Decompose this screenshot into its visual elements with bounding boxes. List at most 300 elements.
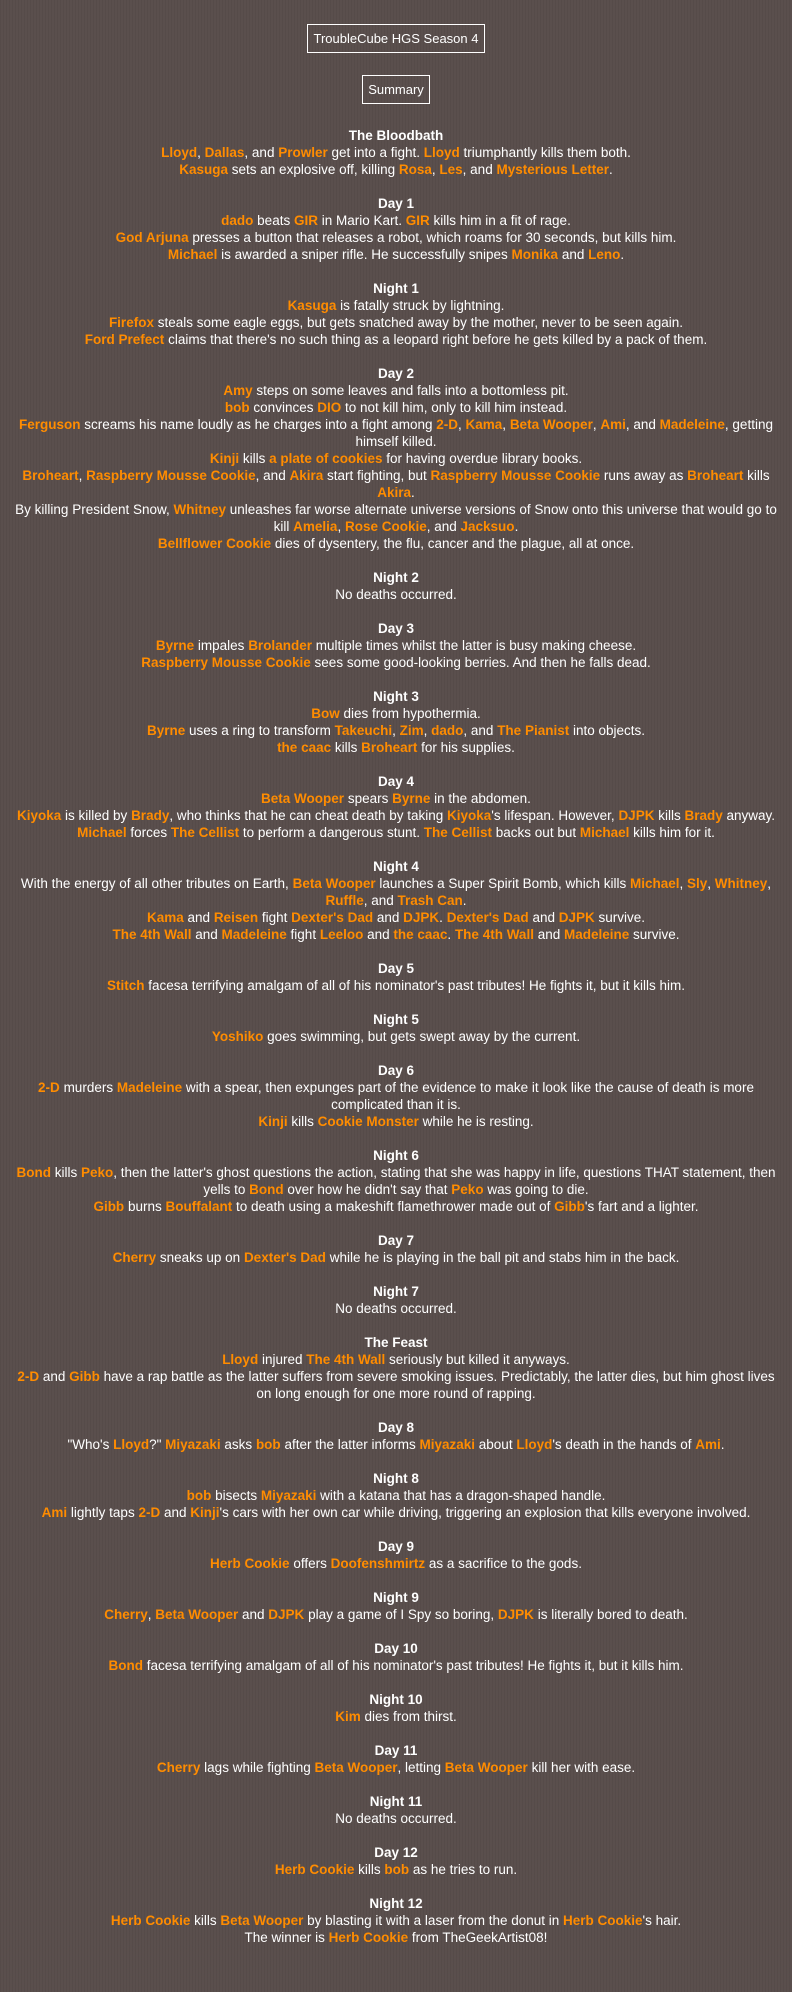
event-text: by blasting it with a laser from the donut in <box>303 1913 564 1928</box>
event-line <box>8 1198 784 1215</box>
tribute-name: Kinji <box>190 1505 220 1520</box>
event-text: lightly taps <box>67 1505 139 1520</box>
event-text: and <box>183 910 214 925</box>
event-text: spears <box>344 791 393 806</box>
tribute-name: The Cellist <box>170 825 240 840</box>
tribute-name: Broheart <box>687 468 744 483</box>
event-text: , <box>707 876 715 891</box>
event-text: By killing President Snow, <box>15 502 174 517</box>
event-text: multiple times whilst the latter is busy making cheese. <box>311 638 637 653</box>
tribute-name: Mysterious Letter <box>496 162 609 177</box>
event-text: is awarded a sniper rifle. He successfully snipes <box>217 247 512 262</box>
tribute-name: Madeleine <box>563 927 630 942</box>
event-line <box>8 909 784 926</box>
event-line <box>8 1164 784 1198</box>
tribute-name: Cookie Monster <box>317 1114 419 1129</box>
event-text: while he is resting. <box>418 1114 534 1129</box>
tribute-name: bob <box>186 1488 212 1503</box>
round-title: Day 12 <box>374 1845 418 1860</box>
event-text: , <box>679 876 688 891</box>
tribute-name: dado <box>221 213 254 228</box>
event-text: is killed by <box>61 808 132 823</box>
round-title: Day 10 <box>374 1641 418 1656</box>
event-line <box>8 1708 784 1725</box>
event-text: and <box>238 1607 269 1622</box>
tribute-name: Beta Wooper <box>155 1607 239 1622</box>
tribute-name: Herb Cookie <box>328 1930 409 1945</box>
event-line <box>8 1351 784 1368</box>
round-title: Night 5 <box>373 1012 419 1027</box>
round-title: Day 6 <box>377 1063 415 1078</box>
event-line <box>8 739 784 756</box>
round-title: Night 7 <box>373 1284 419 1299</box>
event-text: kills <box>190 1913 221 1928</box>
round-title: Day 7 <box>377 1233 415 1248</box>
tribute-name: Gibb <box>93 1199 125 1214</box>
event-text: , <box>337 519 345 534</box>
event-text: No deaths occurred. <box>335 1301 457 1316</box>
event-text: , and <box>363 893 398 908</box>
tribute-name: Monika <box>511 247 559 262</box>
round-section <box>0 1538 792 1572</box>
tribute-name: Dexter's Dad <box>243 1250 326 1265</box>
tribute-name: Kiyoka <box>17 808 62 823</box>
tribute-name: 2-D <box>17 1369 40 1384</box>
event-text: impales <box>194 638 249 653</box>
event-text: and <box>558 247 589 262</box>
event-text: steps on some leaves and falls into a bottomless pit. <box>252 383 569 398</box>
event-text: 's fart and a lighter. <box>584 1199 699 1214</box>
tribute-name: Beta Wooper <box>220 1913 304 1928</box>
round-title: Night 12 <box>369 1896 423 1911</box>
event-text: goes swimming, but gets swept away by the current. <box>263 1029 581 1044</box>
tribute-name: Miyazaki <box>165 1437 221 1452</box>
tribute-name: Bellflower Cookie <box>157 536 272 551</box>
event-text: kills <box>51 1165 81 1180</box>
round-title: Day 3 <box>377 621 415 636</box>
tribute-name: a plate of cookies <box>269 451 383 466</box>
event-text: screams his name loudly as he charges into a fight among <box>80 417 437 432</box>
tribute-name: The 4th Wall <box>306 1352 386 1367</box>
event-text: . <box>514 519 519 534</box>
round-section <box>0 1470 792 1521</box>
event-text: presses a button that releases a robot, which roams for 30 seconds, but kills him. <box>188 230 677 245</box>
event-text: to death using a makeshift flamethrower made out of <box>232 1199 555 1214</box>
event-text: was going to die. <box>483 1182 589 1197</box>
tribute-name: Ami <box>41 1505 68 1520</box>
tribute-name: Takeuchi <box>334 723 393 738</box>
event-text: fight <box>286 927 320 942</box>
tribute-name: Cherry <box>112 1250 157 1265</box>
event-line <box>8 1657 784 1674</box>
event-text: , <box>767 876 772 891</box>
event-text: murders <box>59 1080 117 1095</box>
event-text: for his supplies. <box>417 740 515 755</box>
event-text: get into a fight. <box>327 145 424 160</box>
tribute-name: Beta Wooper <box>314 1760 398 1775</box>
tribute-name: Ford Prefect <box>84 332 165 347</box>
event-text: . <box>439 910 447 925</box>
tribute-name: Herb Cookie <box>110 1913 191 1928</box>
event-text: after the latter informs <box>280 1437 420 1452</box>
tribute-name: GIR <box>293 213 318 228</box>
event-text: start fighting, but <box>323 468 431 483</box>
event-line <box>8 212 784 229</box>
event-text: forces <box>126 825 171 840</box>
tribute-name: Gibb <box>69 1369 100 1384</box>
event-text: , getting himself killed. <box>355 417 773 449</box>
tribute-name: Michael <box>77 825 127 840</box>
event-text: With the energy of all other tributes on Earth, <box>20 876 293 891</box>
tribute-name: DJPK <box>403 910 440 925</box>
tribute-name: 2-D <box>138 1505 161 1520</box>
event-text: unleashes far worse alternate universe versions of Snow onto this universe that would go to kill <box>226 502 777 534</box>
tribute-name: Prowler <box>278 145 328 160</box>
event-line <box>8 1606 784 1623</box>
event-line <box>8 399 784 416</box>
tribute-name: dado <box>431 723 464 738</box>
tribute-name: Dallas <box>204 145 245 160</box>
event-text: kills <box>239 451 270 466</box>
event-text: dies of dysentery, the flu, cancer and the plague, all at once. <box>271 536 635 551</box>
tribute-name: Lloyd <box>113 1437 150 1452</box>
event-text: kills <box>331 740 362 755</box>
event-text: steals some eagle eggs, but gets snatched away by the mother, never to be seen again. <box>153 315 684 330</box>
tribute-name: Lloyd <box>423 145 460 160</box>
tribute-name: Leeloo <box>319 927 364 942</box>
tribute-name: Amy <box>223 383 253 398</box>
round-title: Day 4 <box>377 774 415 789</box>
event-line <box>8 416 784 450</box>
tribute-name: Cherry <box>156 1760 201 1775</box>
event-text: bisects <box>211 1488 261 1503</box>
event-line <box>8 1810 784 1827</box>
event-text: as he tries to run. <box>409 1862 518 1877</box>
tribute-name: Les <box>439 162 463 177</box>
round-section <box>0 1283 792 1317</box>
event-line <box>8 314 784 331</box>
tribute-name: Firefox <box>108 315 154 330</box>
tribute-name: Ferguson <box>19 417 81 432</box>
tribute-name: Akira <box>289 468 324 483</box>
event-text: for having overdue library books. <box>382 451 583 466</box>
event-text: as a sacrifice to the gods. <box>425 1556 582 1571</box>
event-text: play a game of I Spy so boring, <box>304 1607 498 1622</box>
round-section <box>0 858 792 943</box>
event-text: . <box>462 893 467 908</box>
event-text: claims that there's no such thing as a leopard right before he gets killed by a pack of them. <box>164 332 708 347</box>
event-text: uses a ring to transform <box>185 723 335 738</box>
event-line <box>8 1912 784 1929</box>
event-line <box>8 1861 784 1878</box>
round-title: Night 8 <box>373 1471 419 1486</box>
tribute-name: Kasuga <box>287 298 337 313</box>
event-text: convinces <box>249 400 318 415</box>
round-title: Night 9 <box>373 1590 419 1605</box>
round-section <box>0 1742 792 1776</box>
event-text: , <box>147 1607 156 1622</box>
event-text: and <box>191 927 222 942</box>
tribute-name: 2-D <box>436 417 458 432</box>
tribute-name: Miyazaki <box>260 1488 317 1503</box>
event-text: from TheGeekArtist08! <box>408 1930 548 1945</box>
round-title: Night 2 <box>373 570 419 585</box>
round-section <box>0 1895 792 1946</box>
event-line <box>8 467 784 501</box>
tribute-name: Herb Cookie <box>563 1913 643 1928</box>
event-text: survive. <box>629 927 680 942</box>
event-text: survive. <box>594 910 645 925</box>
round-section <box>0 1147 792 1215</box>
tribute-name: The Pianist <box>497 723 570 738</box>
event-line <box>8 790 784 807</box>
tribute-name: The 4th Wall <box>112 927 192 942</box>
event-text: and <box>533 927 564 942</box>
tribute-name: Byrne <box>392 791 431 806</box>
tribute-name: Trash Can <box>397 893 463 908</box>
event-text: triumphantly kills them both. <box>459 145 631 160</box>
event-text: kills <box>654 808 685 823</box>
tribute-name: Kinji <box>209 451 240 466</box>
round-section <box>0 1844 792 1878</box>
tribute-name: Stitch <box>106 978 145 993</box>
tribute-name: Ami <box>695 1437 721 1452</box>
tribute-name: Kama <box>465 417 503 432</box>
tribute-name: DJPK <box>618 808 655 823</box>
tribute-name: Akira <box>377 485 411 500</box>
tribute-name: Brolander <box>248 638 312 653</box>
tribute-name: Doofenshmirtz <box>330 1556 426 1571</box>
event-text: , <box>423 723 432 738</box>
round-title: Night 6 <box>373 1148 419 1163</box>
tribute-name: the caac <box>393 927 448 942</box>
tribute-name: Zim <box>399 723 424 738</box>
event-text: facesa terrifying amalgam of all of his nominator's past tributes! He fights it, but it kills him. <box>144 978 686 993</box>
event-text: , and <box>255 468 290 483</box>
tribute-name: the caac <box>277 740 332 755</box>
event-line <box>8 654 784 671</box>
event-text: over how he didn't say that <box>283 1182 452 1197</box>
tribute-name: Michael <box>167 247 218 262</box>
tribute-name: Ami <box>600 417 626 432</box>
event-text: sets an explosive off, killing <box>228 162 399 177</box>
event-text: 's death in the hands of <box>552 1437 696 1452</box>
tribute-name: DJPK <box>558 910 595 925</box>
event-text: . <box>447 927 455 942</box>
event-line <box>8 1028 784 1045</box>
round-title: Day 1 <box>377 196 415 211</box>
tribute-name: Kinji <box>258 1114 288 1129</box>
event-text: . <box>411 485 415 500</box>
round-title: Night 11 <box>369 1794 423 1809</box>
round-section <box>0 569 792 603</box>
tribute-name: God Arjuna <box>115 230 189 245</box>
event-text: and <box>528 910 559 925</box>
event-text: and <box>39 1369 70 1384</box>
tribute-name: Brady <box>684 808 723 823</box>
event-text: , and <box>463 723 498 738</box>
tribute-name: Rosa <box>398 162 432 177</box>
event-line <box>8 535 784 552</box>
round-section <box>0 1011 792 1045</box>
tribute-name: The Cellist <box>423 825 493 840</box>
event-text: , and <box>426 519 461 534</box>
tribute-name: Cherry <box>104 1607 148 1622</box>
event-text: , <box>78 468 87 483</box>
event-text: in Mario Kart. <box>317 213 406 228</box>
event-text: 's lifespan. However, <box>491 808 619 823</box>
tribute-name: Kama <box>147 910 184 925</box>
event-text: injured <box>258 1352 307 1367</box>
tribute-name: Amelia <box>293 519 338 534</box>
event-line <box>8 1113 784 1130</box>
event-line <box>8 382 784 399</box>
event-text: in the abdomen. <box>430 791 531 806</box>
round-section <box>0 1793 792 1827</box>
tribute-name: GIR <box>405 213 430 228</box>
tribute-name: Beta Wooper <box>444 1760 528 1775</box>
round-title: Night 1 <box>373 281 419 296</box>
event-text: No deaths occurred. <box>335 1811 457 1826</box>
tribute-name: Jacksuo <box>460 519 515 534</box>
event-line <box>8 722 784 739</box>
event-text: is fatally struck by lightning. <box>336 298 505 313</box>
tribute-name: Miyazaki <box>419 1437 476 1452</box>
event-text: is literally bored to death. <box>533 1607 688 1622</box>
tribute-name: Raspberry Mousse Cookie <box>430 468 601 483</box>
event-text: to perform a dangerous stunt. <box>239 825 424 840</box>
tribute-name: Brady <box>131 808 170 823</box>
event-text: , <box>197 145 205 160</box>
tribute-name: Madeleine <box>116 1080 183 1095</box>
tribute-name: The 4th Wall <box>454 927 534 942</box>
tribute-name: Bouffalant <box>165 1199 233 1214</box>
tribute-name: Broheart <box>22 468 79 483</box>
event-text: , <box>502 417 510 432</box>
tribute-name: Beta Wooper <box>292 876 376 891</box>
round-section <box>0 688 792 756</box>
event-line <box>8 1759 784 1776</box>
event-text: with a spear, then expunges part of the evidence to make it look like the cause of death is more complicated than it is. <box>182 1080 754 1112</box>
event-text: 's cars with her own car while driving, triggering an explosion that kills everyone involved. <box>219 1505 751 1520</box>
tribute-name: bob <box>255 1437 281 1452</box>
event-line <box>8 1504 784 1521</box>
event-text: to not kill him, only to kill him instead. <box>341 400 568 415</box>
tribute-name: Peko <box>81 1165 114 1180</box>
round-section <box>0 1334 792 1402</box>
event-line <box>8 1368 784 1402</box>
event-line <box>8 229 784 246</box>
event-line <box>8 1487 784 1504</box>
event-line <box>8 331 784 348</box>
event-line <box>8 1929 784 1946</box>
event-text: and <box>160 1505 191 1520</box>
event-log <box>0 127 792 1946</box>
tribute-name: Madeleine <box>659 417 725 432</box>
event-text: , and <box>244 145 279 160</box>
event-line <box>8 824 784 841</box>
event-text: offers <box>289 1556 331 1571</box>
event-text: kills him in a fit of rage. <box>429 213 571 228</box>
event-text: , <box>458 417 466 432</box>
event-line <box>8 297 784 314</box>
round-section <box>0 620 792 671</box>
event-line <box>8 1436 784 1453</box>
round-section <box>0 195 792 263</box>
event-line <box>8 705 784 722</box>
round-title: Day 2 <box>377 366 415 381</box>
tribute-name: Ruffle <box>325 893 364 908</box>
event-line <box>8 926 784 943</box>
round-section <box>0 1589 792 1623</box>
round-section <box>0 365 792 552</box>
event-text: anyway. <box>722 808 775 823</box>
round-title: Day 5 <box>377 961 415 976</box>
event-text: backs out but <box>492 825 580 840</box>
event-text: , and <box>462 162 497 177</box>
tribute-name: Rose Cookie <box>344 519 427 534</box>
tribute-name: Lloyd <box>222 1352 259 1367</box>
tribute-name: Reisen <box>213 910 259 925</box>
tribute-name: Raspberry Mousse Cookie <box>141 655 311 670</box>
round-section <box>0 127 792 178</box>
round-section <box>0 280 792 348</box>
event-text: The winner is <box>244 1930 329 1945</box>
event-text: burns <box>124 1199 166 1214</box>
event-text: while he is playing in the ball pit and stabs him in the back. <box>325 1250 680 1265</box>
event-text: kills <box>743 468 770 483</box>
round-title: Day 11 <box>374 1743 418 1758</box>
tribute-name: 2-D <box>38 1080 60 1095</box>
event-text: , then the latter's ghost questions the action, stating that she was happy in life, questions THAT statement, then yells to <box>113 1165 776 1197</box>
event-text: , and <box>625 417 660 432</box>
tribute-name: Bow <box>311 706 340 721</box>
event-text: and <box>373 910 404 925</box>
event-line <box>8 977 784 994</box>
event-line <box>8 1249 784 1266</box>
event-text: ?" <box>149 1437 166 1452</box>
event-text: and <box>363 927 394 942</box>
round-title: Day 9 <box>377 1539 415 1554</box>
event-text: dies from hypothermia. <box>339 706 481 721</box>
tribute-name: DJPK <box>268 1607 305 1622</box>
event-text: sneaks up on <box>156 1250 244 1265</box>
season-title-button[interactable]: TroubleCube HGS Season 4 <box>307 24 484 53</box>
event-text: 's hair. <box>642 1913 682 1928</box>
tribute-name: Herb Cookie <box>210 1556 290 1571</box>
round-title: Night 10 <box>369 1692 423 1707</box>
event-text: asks <box>220 1437 256 1452</box>
round-section <box>0 1419 792 1453</box>
event-text: beats <box>253 213 294 228</box>
event-text: . <box>608 162 613 177</box>
tribute-name: Peko <box>451 1182 484 1197</box>
tribute-name: Whitney <box>173 502 227 517</box>
event-text: , <box>431 162 440 177</box>
event-text: . <box>720 1437 725 1452</box>
tribute-name: Dexter's Dad <box>446 910 529 925</box>
tribute-name: Dexter's Dad <box>291 910 374 925</box>
event-text: with a katana that has a dragon-shaped handle. <box>316 1488 606 1503</box>
event-line <box>8 637 784 654</box>
round-title: The Bloodbath <box>348 128 444 143</box>
event-line <box>8 501 784 535</box>
event-text: sees some good-looking berries. And then he falls dead. <box>310 655 651 670</box>
tribute-name: bob <box>384 1862 410 1877</box>
event-text: fight <box>258 910 292 925</box>
event-text: , <box>592 417 601 432</box>
summary-button[interactable]: Summary <box>362 75 430 104</box>
